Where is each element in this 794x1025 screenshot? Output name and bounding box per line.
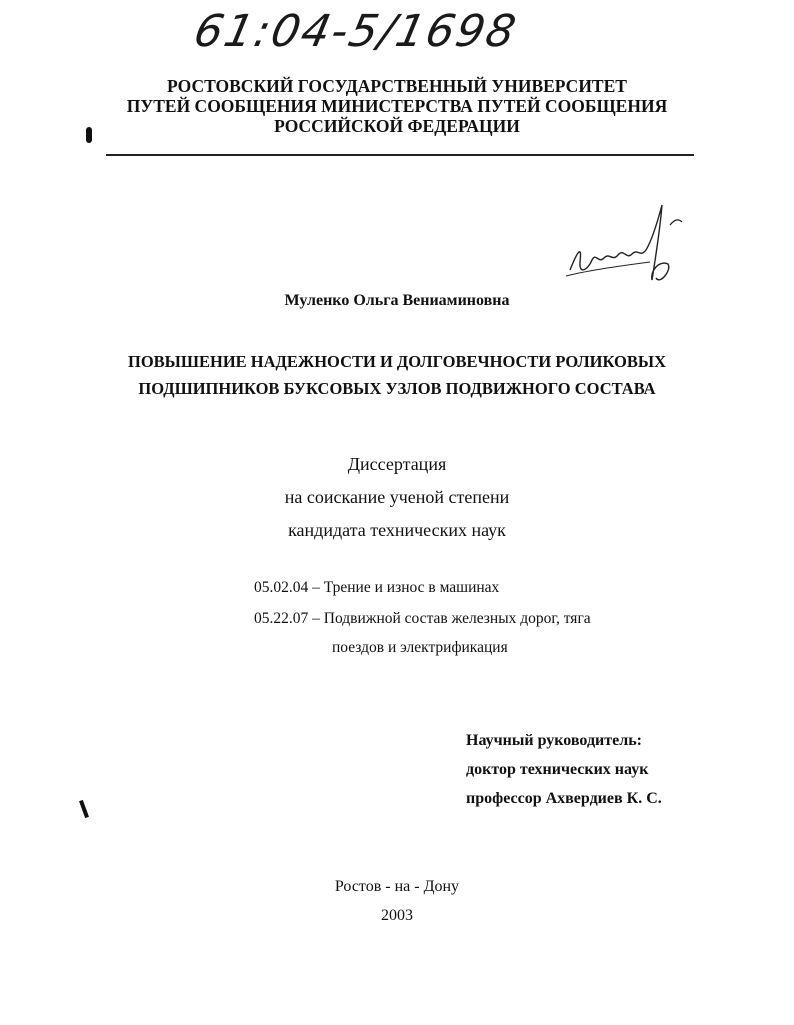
advisor-label: Научный руководитель: xyxy=(466,732,642,749)
author-name: Муленко Ольга Вениаминовна xyxy=(284,292,510,309)
advisor-degree: доктор технических наук xyxy=(466,761,649,778)
specialty-1: 05.02.04 – Трение и износ в машинах xyxy=(254,579,500,596)
degree-line-1: на соискание ученой степени xyxy=(284,487,510,507)
scan-mark-bottom xyxy=(79,800,89,818)
specialty-2-line-2: поездов и электрификация xyxy=(332,639,508,656)
year: 2003 xyxy=(381,907,413,924)
scan-mark-top xyxy=(86,127,92,143)
dissertation-info xyxy=(0,448,794,547)
specialty-2-line-1: 05.22.07 – Подвижной состав железных дорог, тяга xyxy=(254,610,591,627)
thesis-title xyxy=(0,348,794,402)
place-and-year xyxy=(0,872,794,930)
degree-line-2: кандидата технических наук xyxy=(288,520,506,540)
signature xyxy=(560,200,690,300)
dissertation-label: Диссертация xyxy=(347,454,447,474)
archive-number: 61:04-5/1698 xyxy=(189,6,522,57)
place: Ростов - на - Дону xyxy=(334,878,460,895)
thesis-title-line-2: ПОДШИПНИКОВ БУКСОВЫХ УЗЛОВ ПОДВИЖНОГО СОСТАВА xyxy=(138,379,656,398)
advisor-name: профессор Ахвердиев К. С. xyxy=(466,790,662,807)
header-divider xyxy=(106,154,694,156)
advisor-block xyxy=(466,726,662,813)
university-line-2: ПУТЕЙ СООБЩЕНИЯ МИНИСТЕРСТВА ПУТЕЙ СООБЩЕНИЯ xyxy=(126,96,668,116)
thesis-title-line-1: ПОВЫШЕНИЕ НАДЕЖНОСТИ И ДОЛГОВЕЧНОСТИ РОЛИКОВЫХ xyxy=(127,352,666,371)
university-line-1: РОСТОВСКИЙ ГОСУДАРСТВЕННЫЙ УНИВЕРСИТЕТ xyxy=(167,76,627,96)
university-header xyxy=(0,76,794,136)
university-line-3: РОССИЙСКОЙ ФЕДЕРАЦИИ xyxy=(274,116,520,136)
